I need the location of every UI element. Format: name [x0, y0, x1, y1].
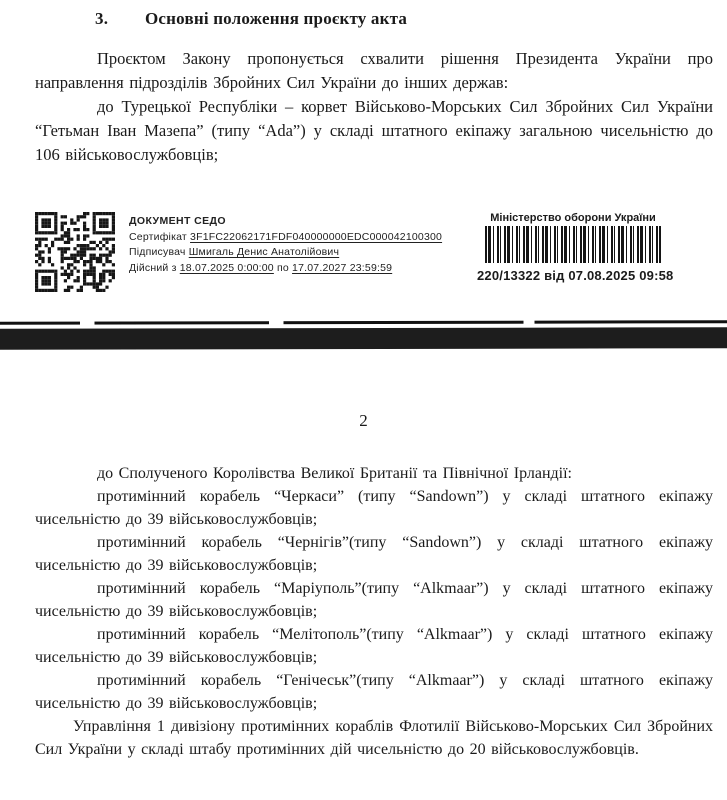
paragraph: до Турецької Республіки – корвет Військово-Морських Сил Збройних Сил України “Гетьман Іван Мазепа” (типу “Ada”) у складі штатного екіпажу загальною чисельністю до 106 військовослужбовців;: [35, 97, 713, 164]
paragraph: Управління 1 дивізіону протимінних кораблів Флотилії Військово-Морських Сил Збройних Сил України у складі штабу протимінних дій чисельністю до 20 військовослужбовців.: [35, 718, 713, 758]
page-separator: [0, 321, 727, 349]
qr-code: [35, 212, 115, 292]
page-number: 2: [359, 411, 368, 430]
section-title: Основні положення проєкту акта: [145, 9, 408, 28]
signer-name: Шмигаль Денис Анатолійович: [188, 246, 340, 258]
sedo-title: ДОКУМЕНТ СЕДО: [129, 215, 226, 227]
paragraph: до Сполученого Королівства Великої Британії та Північної Ірландії:: [97, 465, 572, 482]
organization-name: Міністерство оборони України: [490, 212, 656, 224]
page-1: [0, 9, 727, 292]
stamps-row: [0, 204, 727, 292]
paragraph: протимінний корабель “Генічеськ”(типу “Alkmaar”) у складі штатного екіпажу чисельністю до 39 військовослужбовців;: [35, 672, 713, 712]
page-2: [0, 411, 727, 761]
valid-to: 17.07.2027 23:59:59: [292, 261, 393, 274]
section-number: 3.: [95, 9, 109, 28]
page-2-body: [0, 462, 727, 761]
section-heading: [95, 9, 727, 29]
validity-line: Дійсний з 18.07.2025 0:00:00 по 17.07.2027 23:59:59: [129, 261, 393, 274]
barcode: [485, 226, 661, 263]
registration-number: 220/13322 від 07.08.2025 09:58: [477, 268, 674, 283]
certificate-number: 3F1FC22062171FDF040000000EDC000042100300: [190, 230, 443, 243]
qr-code-icon: [35, 212, 115, 292]
paragraph: протимінний корабель “Маріуполь”(типу “Alkmaar”) у складі штатного екіпажу чисельністю до 39 військовослужбовців;: [35, 580, 713, 620]
paragraph: Проєктом Закону пропонується схвалити рішення Президента України про направлення підрозділів Збройних Сил України до інших держав:: [35, 49, 713, 92]
registration-stamp: [477, 212, 674, 283]
separator-black-band: [0, 327, 727, 350]
certificate-line: Сертифікат 3F1FC22062171FDF040000000EDC000042100300: [129, 230, 443, 243]
sedo-signature-stamp: [129, 214, 442, 276]
paragraph: протимінний корабель “Чернігів”(типу “Sandown”) у складі штатного екіпажу чисельністю до 39 військовослужбовців;: [35, 534, 713, 574]
separator-thin-line: [0, 320, 727, 325]
paragraph: протимінний корабель “Мелітополь”(типу “Alkmaar”) у складі штатного екіпажу чисельністю до 39 військовослужбовців;: [35, 626, 713, 666]
paragraph: протимінний корабель “Черкаси” (типу “Sandown”) у складі штатного екіпажу чисельністю до 39 військовослужбовців;: [35, 488, 713, 528]
signer-line: Підписувач Шмигаль Денис Анатолійович: [129, 246, 340, 258]
valid-from: 18.07.2025 0:00:00: [179, 261, 274, 274]
